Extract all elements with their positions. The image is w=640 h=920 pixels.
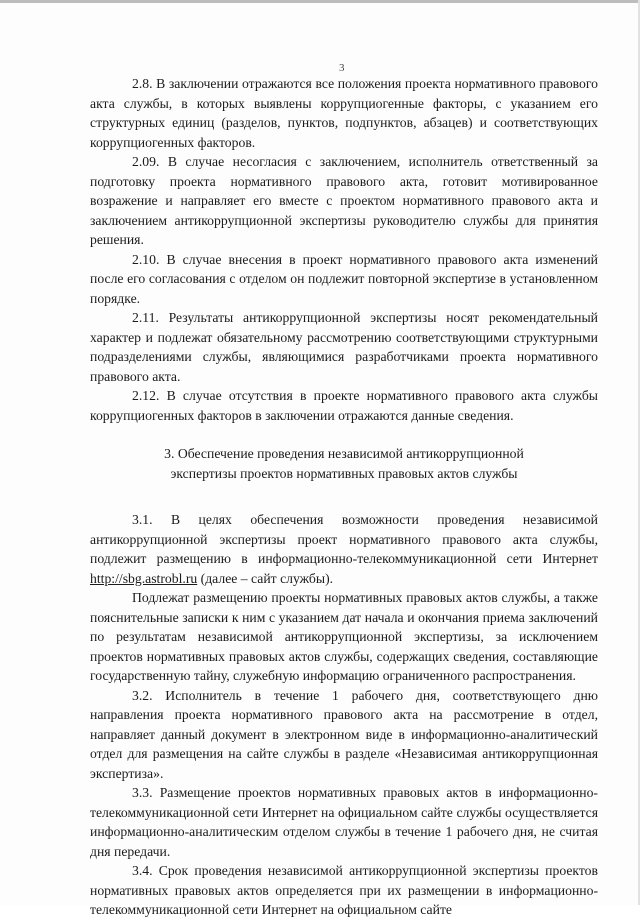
section-3-heading bbox=[90, 444, 598, 483]
paragraph-3-1-text: 3.1. В целях обеспечения возможности проведения независимой антикоррупционной экспертизы проект нормативного правового акта службы, подлежит размещению в информационно-телекоммуникационной сети Интернет bbox=[90, 512, 598, 566]
site-link[interactable]: http://sbg.astrobl.ru bbox=[90, 570, 198, 586]
paragraph-2-12: 2.12. В случае отсутствия в проекте нормативного правового акта службы коррупциогенных факторов в заключении отражаются данные сведения. bbox=[90, 388, 598, 423]
paragraph-2-09: 2.09. В случае несогласия с заключением, исполнитель ответственный за подготовку проекта нормативного правового акта, готовит мотивированное возражение и направляет его вместе с проектом нормативного правового акта и заключением антикоррупционной экспертизы руководителю службы для принятия решения. bbox=[90, 154, 598, 247]
paragraph-3-2: 3.2. Исполнитель в течение 1 рабочего дня, соответствующего дню направления проекта нормативного правового акта на рассмотрение в отдел, направляет данный документ в электронном виде в информационно-аналитический отдел для размещения на сайте службы в разделе «Независимая антикоррупционная экспертиза». bbox=[90, 687, 598, 781]
section-heading-line-2: экспертизы проектов нормативных правовых актов службы bbox=[170, 465, 518, 481]
paragraph-3-1 bbox=[90, 510, 598, 588]
section-heading-line-1: 3. Обеспечение проведения независимой антикоррупционной bbox=[164, 446, 524, 461]
paragraph-2-11: 2.11. Результаты антикоррупционной экспертизы носят рекомендательный характер и подлежат обязательному рассмотрению соответствующими структурными подразделениями службы, являющимися разработчиками проекта нормативного правового акта. bbox=[90, 310, 598, 384]
page-number: 3 bbox=[339, 62, 345, 74]
paragraph-2-10: 2.10. В случае внесения в проект нормативного правового акта изменений после его согласования с отделом он подлежит повторной экспертизе в установленном порядке. bbox=[90, 251, 598, 306]
paragraph-3-1-continued: Подлежат размещению проекты нормативных правовых актов службы, а также пояснительные записки к ним с указанием дат начала и окончания приема заключений по результатам независимой антикоррупционной экспертизы, за исключением проектов нормативных правовых актов службы, содержащих сведения, составляющие государственную тайну, служебную информацию ограниченного распространения. bbox=[90, 590, 598, 683]
document-body bbox=[90, 74, 598, 920]
paragraph-3-4: 3.4. Срок проведения независимой антикоррупционной экспертизы проектов нормативных правовых актов определяется при их размещении в информационно-телекоммуникационной сети Интернет на официальном сайте bbox=[90, 863, 598, 917]
paragraph-3-3: 3.3. Размещение проектов нормативных правовых актов в информационно-телекоммуникационной сети Интернет на официальном сайте службы осуществляется информационно-аналитическим отделом службы в течение 1 рабочего дня, не считая дня передачи. bbox=[90, 785, 598, 859]
scan-top-edge bbox=[0, 0, 640, 3]
paragraph-3-1-tail: (далее – сайт службы). bbox=[197, 570, 334, 586]
paragraph-2-8: 2.8. В заключении отражаются все положения проекта нормативного правового акта службы, в которых выявлены коррупциогенные факторы, с указанием его структурных единиц (разделов, пунктов, подпунктов, абзацев) и соответствующих коррупциогенных факторов. bbox=[90, 76, 598, 150]
